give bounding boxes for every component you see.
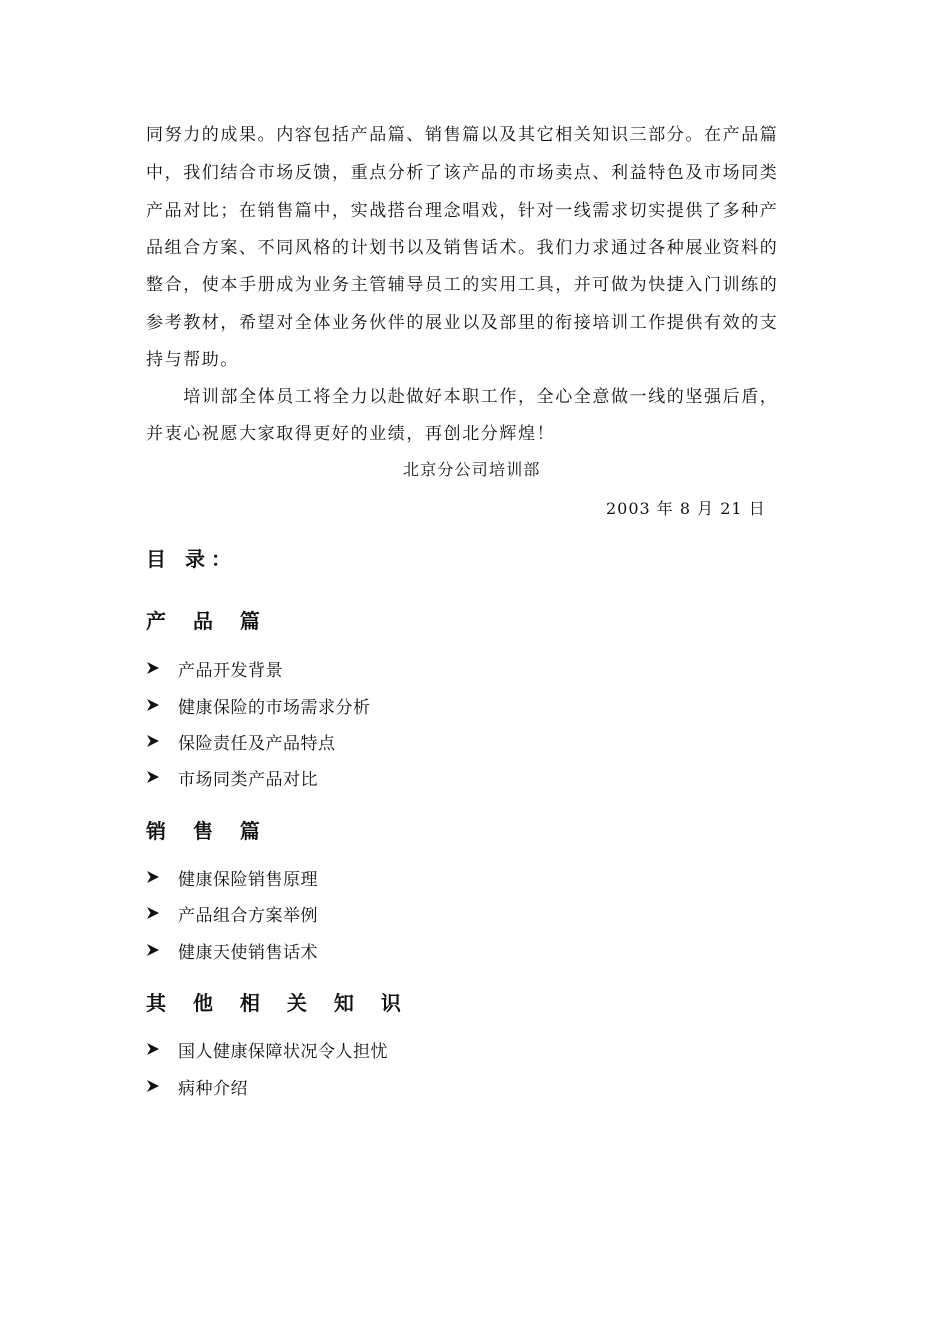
arrowhead-bullet-icon [146,1079,160,1093]
arrowhead-bullet-icon [146,870,160,884]
intro-line: 品组合方案、不同风格的计划书以及销售话术。我们力求通过各种展业资料的 [146,238,779,258]
section-heading-other-knowledge: 其 他 相 关 知 识 [146,991,411,1015]
intro-line: 同努力的成果。内容包括产品篇、销售篇以及其它相关知识三部分。在产品篇 [146,125,779,145]
toc-item [146,900,318,926]
intro-line: 中，我们结合市场反馈，重点分析了该产品的市场卖点、利益特色及市场同类 [146,163,779,183]
toc-item-label: 健康天使销售话术 [178,942,318,963]
intro-line: 培训部全体员工将全力以赴做好本职工作，全心全意做一线的坚强后盾， [146,387,779,407]
section-heading-sales: 销 售 篇 [146,819,270,843]
arrowhead-bullet-icon [146,661,160,675]
arrowhead-bullet-icon [146,943,160,957]
toc-item [146,1073,248,1099]
section-heading-product: 产 品 篇 [146,609,270,633]
signature-date: 2003 年 8 月 21 日 [606,499,766,518]
toc-item-label: 病种介绍 [178,1078,248,1099]
toc-item [146,864,318,890]
intro-line: 持与帮助。 [146,350,239,370]
toc-item-label: 市场同类产品对比 [178,769,318,790]
toc-item-label: 健康保险销售原理 [178,869,318,890]
intro-line: 整合，使本手册成为业务主管辅导员工的实用工具，并可做为快捷入门训练的 [146,275,779,295]
toc-item-label: 产品开发背景 [178,660,283,681]
toc-item [146,937,318,963]
toc-item [146,692,371,718]
toc-item-label: 健康保险的市场需求分析 [178,697,371,718]
intro-line: 参考教材，希望对全体业务伙伴的展业以及部里的衔接培训工作提供有效的支 [146,313,779,333]
signature: 北京分公司培训部 [403,460,541,479]
arrowhead-bullet-icon [146,698,160,712]
toc-item [146,1036,388,1062]
arrowhead-bullet-icon [146,770,160,784]
toc-item-label: 国人健康保障状况令人担忧 [178,1041,388,1062]
toc-item-label: 保险责任及产品特点 [178,733,336,754]
toc-item-label: 产品组合方案举例 [178,905,318,926]
intro-line: 并衷心祝愿大家取得更好的业绩，再创北分辉煌！ [146,424,556,444]
arrowhead-bullet-icon [146,906,160,920]
arrowhead-bullet-icon [146,1042,160,1056]
toc-item [146,764,318,790]
toc-item [146,655,283,681]
toc-item [146,728,336,754]
intro-line: 产品对比；在销售篇中，实战搭台理念唱戏，针对一线需求切实提供了多种产 [146,201,779,221]
toc-title: 目 录： [146,547,237,571]
arrowhead-bullet-icon [146,734,160,748]
